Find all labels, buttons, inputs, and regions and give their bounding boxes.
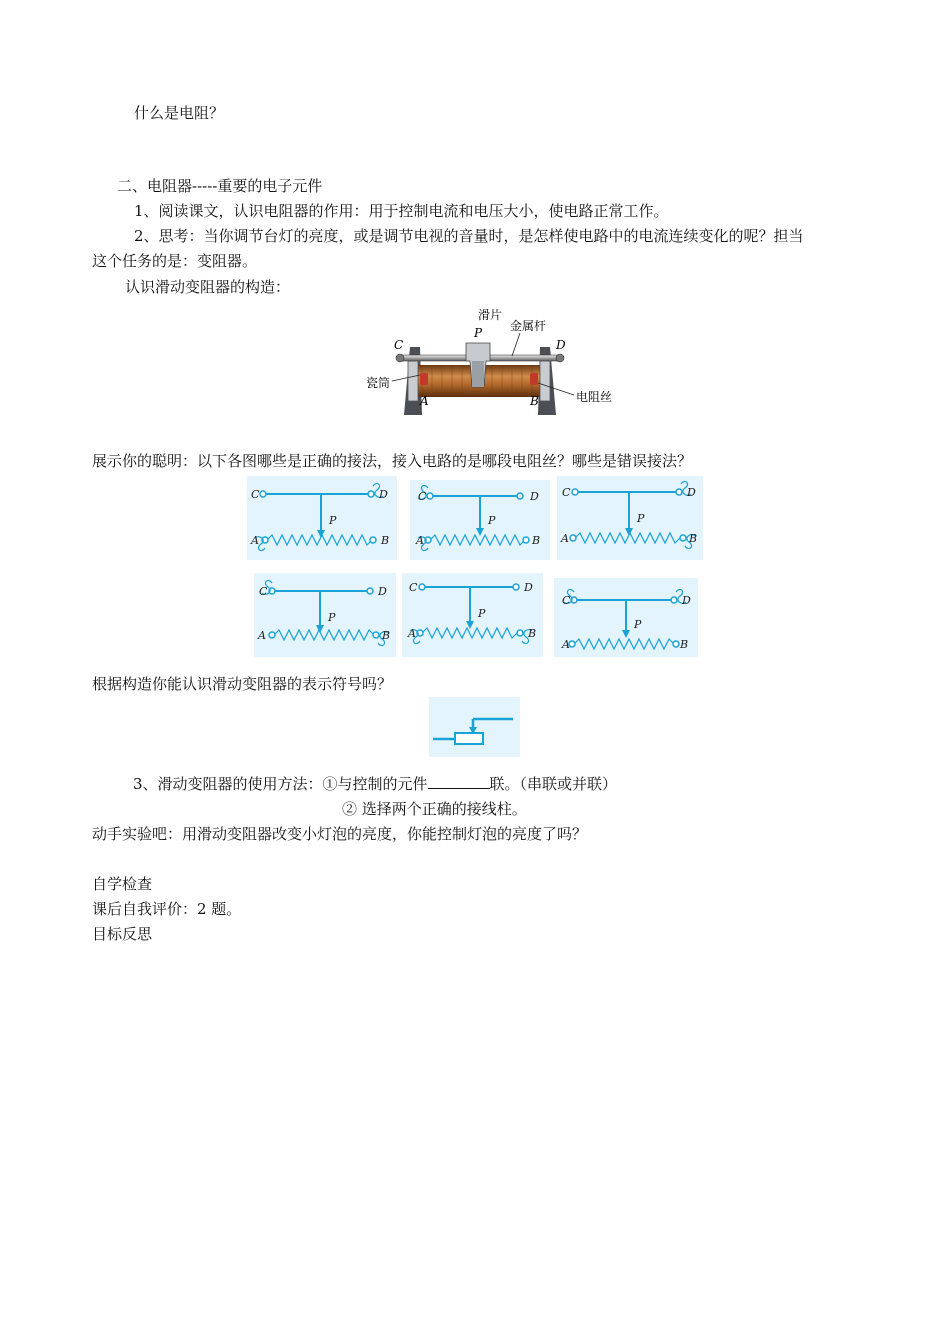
diagram-label-p: P bbox=[634, 618, 642, 631]
diagram-label-a: A bbox=[561, 532, 569, 545]
item-3-b: ② 选择两个正确的接线柱。 bbox=[342, 800, 527, 818]
label-porcelain-tube: 瓷筒 bbox=[366, 376, 391, 390]
reflection-heading: 目标反思 bbox=[92, 925, 153, 943]
self-evaluation: 课后自我评价：2 题。 bbox=[92, 900, 242, 918]
wiring-diagram-3 bbox=[557, 476, 703, 560]
wiring-diagram-2 bbox=[410, 480, 550, 560]
diagram-label-b: B bbox=[680, 638, 689, 651]
label-c: C bbox=[394, 338, 404, 352]
show-question: 展示你的聪明：以下各图哪些是正确的接法，接入电路的是哪段电阻丝？哪些是错误接法？ bbox=[92, 452, 693, 470]
label-b: B bbox=[530, 394, 539, 408]
diagram-label-d: D bbox=[379, 488, 388, 501]
rheostat-structure-figure bbox=[362, 303, 634, 423]
diagram-label-b: B bbox=[689, 532, 698, 545]
diagram-label-b: B bbox=[528, 627, 537, 640]
item-1: 1、阅读课文，认识电阻器的作用：用于控制电流和电压大小，使电路正常工作。 bbox=[134, 202, 669, 220]
diagram-label-d: D bbox=[524, 581, 533, 594]
self-check-heading: 自学检查 bbox=[92, 875, 153, 893]
blank-connection-type[interactable] bbox=[428, 774, 490, 789]
diagram-label-c: C bbox=[562, 594, 571, 607]
diagram-label-c: C bbox=[259, 585, 268, 598]
diagram-label-d: D bbox=[687, 486, 696, 499]
diagram-label-d: D bbox=[378, 585, 387, 598]
label-slider: 滑片 bbox=[478, 308, 503, 322]
diagram-label-a: A bbox=[562, 638, 570, 651]
experiment-prompt: 动手实验吧：用滑动变阻器改变小灯泡的亮度，你能控制灯泡的亮度了吗？ bbox=[92, 825, 588, 843]
diagram-label-p: P bbox=[637, 512, 645, 525]
section-title: 二、电阻器-----重要的电子元件 bbox=[117, 177, 323, 195]
question-what-is-resistance: 什么是电阻？ bbox=[134, 104, 225, 122]
diagram-label-a: A bbox=[416, 534, 424, 547]
label-a: A bbox=[420, 394, 429, 408]
wiring-diagram-6 bbox=[554, 578, 698, 657]
diagram-label-p: P bbox=[488, 514, 496, 527]
item-2-line2: 这个任务的是：变阻器。 bbox=[92, 252, 258, 270]
diagram-label-b: B bbox=[381, 534, 390, 547]
label-metal-rod: 金属杆 bbox=[510, 319, 547, 333]
wiring-diagram-5 bbox=[402, 573, 543, 657]
diagram-label-c: C bbox=[409, 581, 418, 594]
diagram-label-a: A bbox=[408, 627, 416, 640]
diagram-label-a: A bbox=[251, 534, 259, 547]
item-3-suffix: 联。（串联或并联） bbox=[489, 775, 618, 793]
diagram-label-d: D bbox=[530, 490, 539, 503]
wiring-diagram-4 bbox=[254, 573, 396, 657]
item-3 bbox=[133, 774, 617, 794]
structure-intro: 认识滑动变阻器的构造： bbox=[125, 278, 291, 296]
wiring-diagram-1 bbox=[247, 476, 397, 560]
diagram-label-p: P bbox=[478, 607, 486, 620]
rheostat-symbol bbox=[429, 697, 520, 757]
label-p: P bbox=[474, 326, 483, 340]
diagram-label-c: C bbox=[562, 486, 571, 499]
diagram-label-a: A bbox=[258, 629, 266, 642]
diagram-label-b: B bbox=[382, 629, 391, 642]
diagram-label-c: C bbox=[251, 488, 260, 501]
diagram-label-p: P bbox=[328, 611, 336, 624]
symbol-question: 根据构造你能认识滑动变阻器的表示符号吗？ bbox=[92, 675, 393, 693]
label-resistance-wire: 电阻丝 bbox=[576, 390, 613, 404]
diagram-label-c: C bbox=[418, 490, 427, 503]
diagram-label-d: D bbox=[682, 594, 691, 607]
diagram-label-p: P bbox=[329, 514, 337, 527]
item-2-line1: 2、思考：当你调节台灯的亮度，或是调节电视的音量时，是怎样使电路中的电流连续变化的呢？担当 bbox=[134, 227, 804, 245]
item-3-prefix: 3、滑动变阻器的使用方法：①与控制的元件 bbox=[133, 775, 428, 793]
label-d: D bbox=[556, 338, 566, 352]
diagram-label-b: B bbox=[532, 534, 541, 547]
